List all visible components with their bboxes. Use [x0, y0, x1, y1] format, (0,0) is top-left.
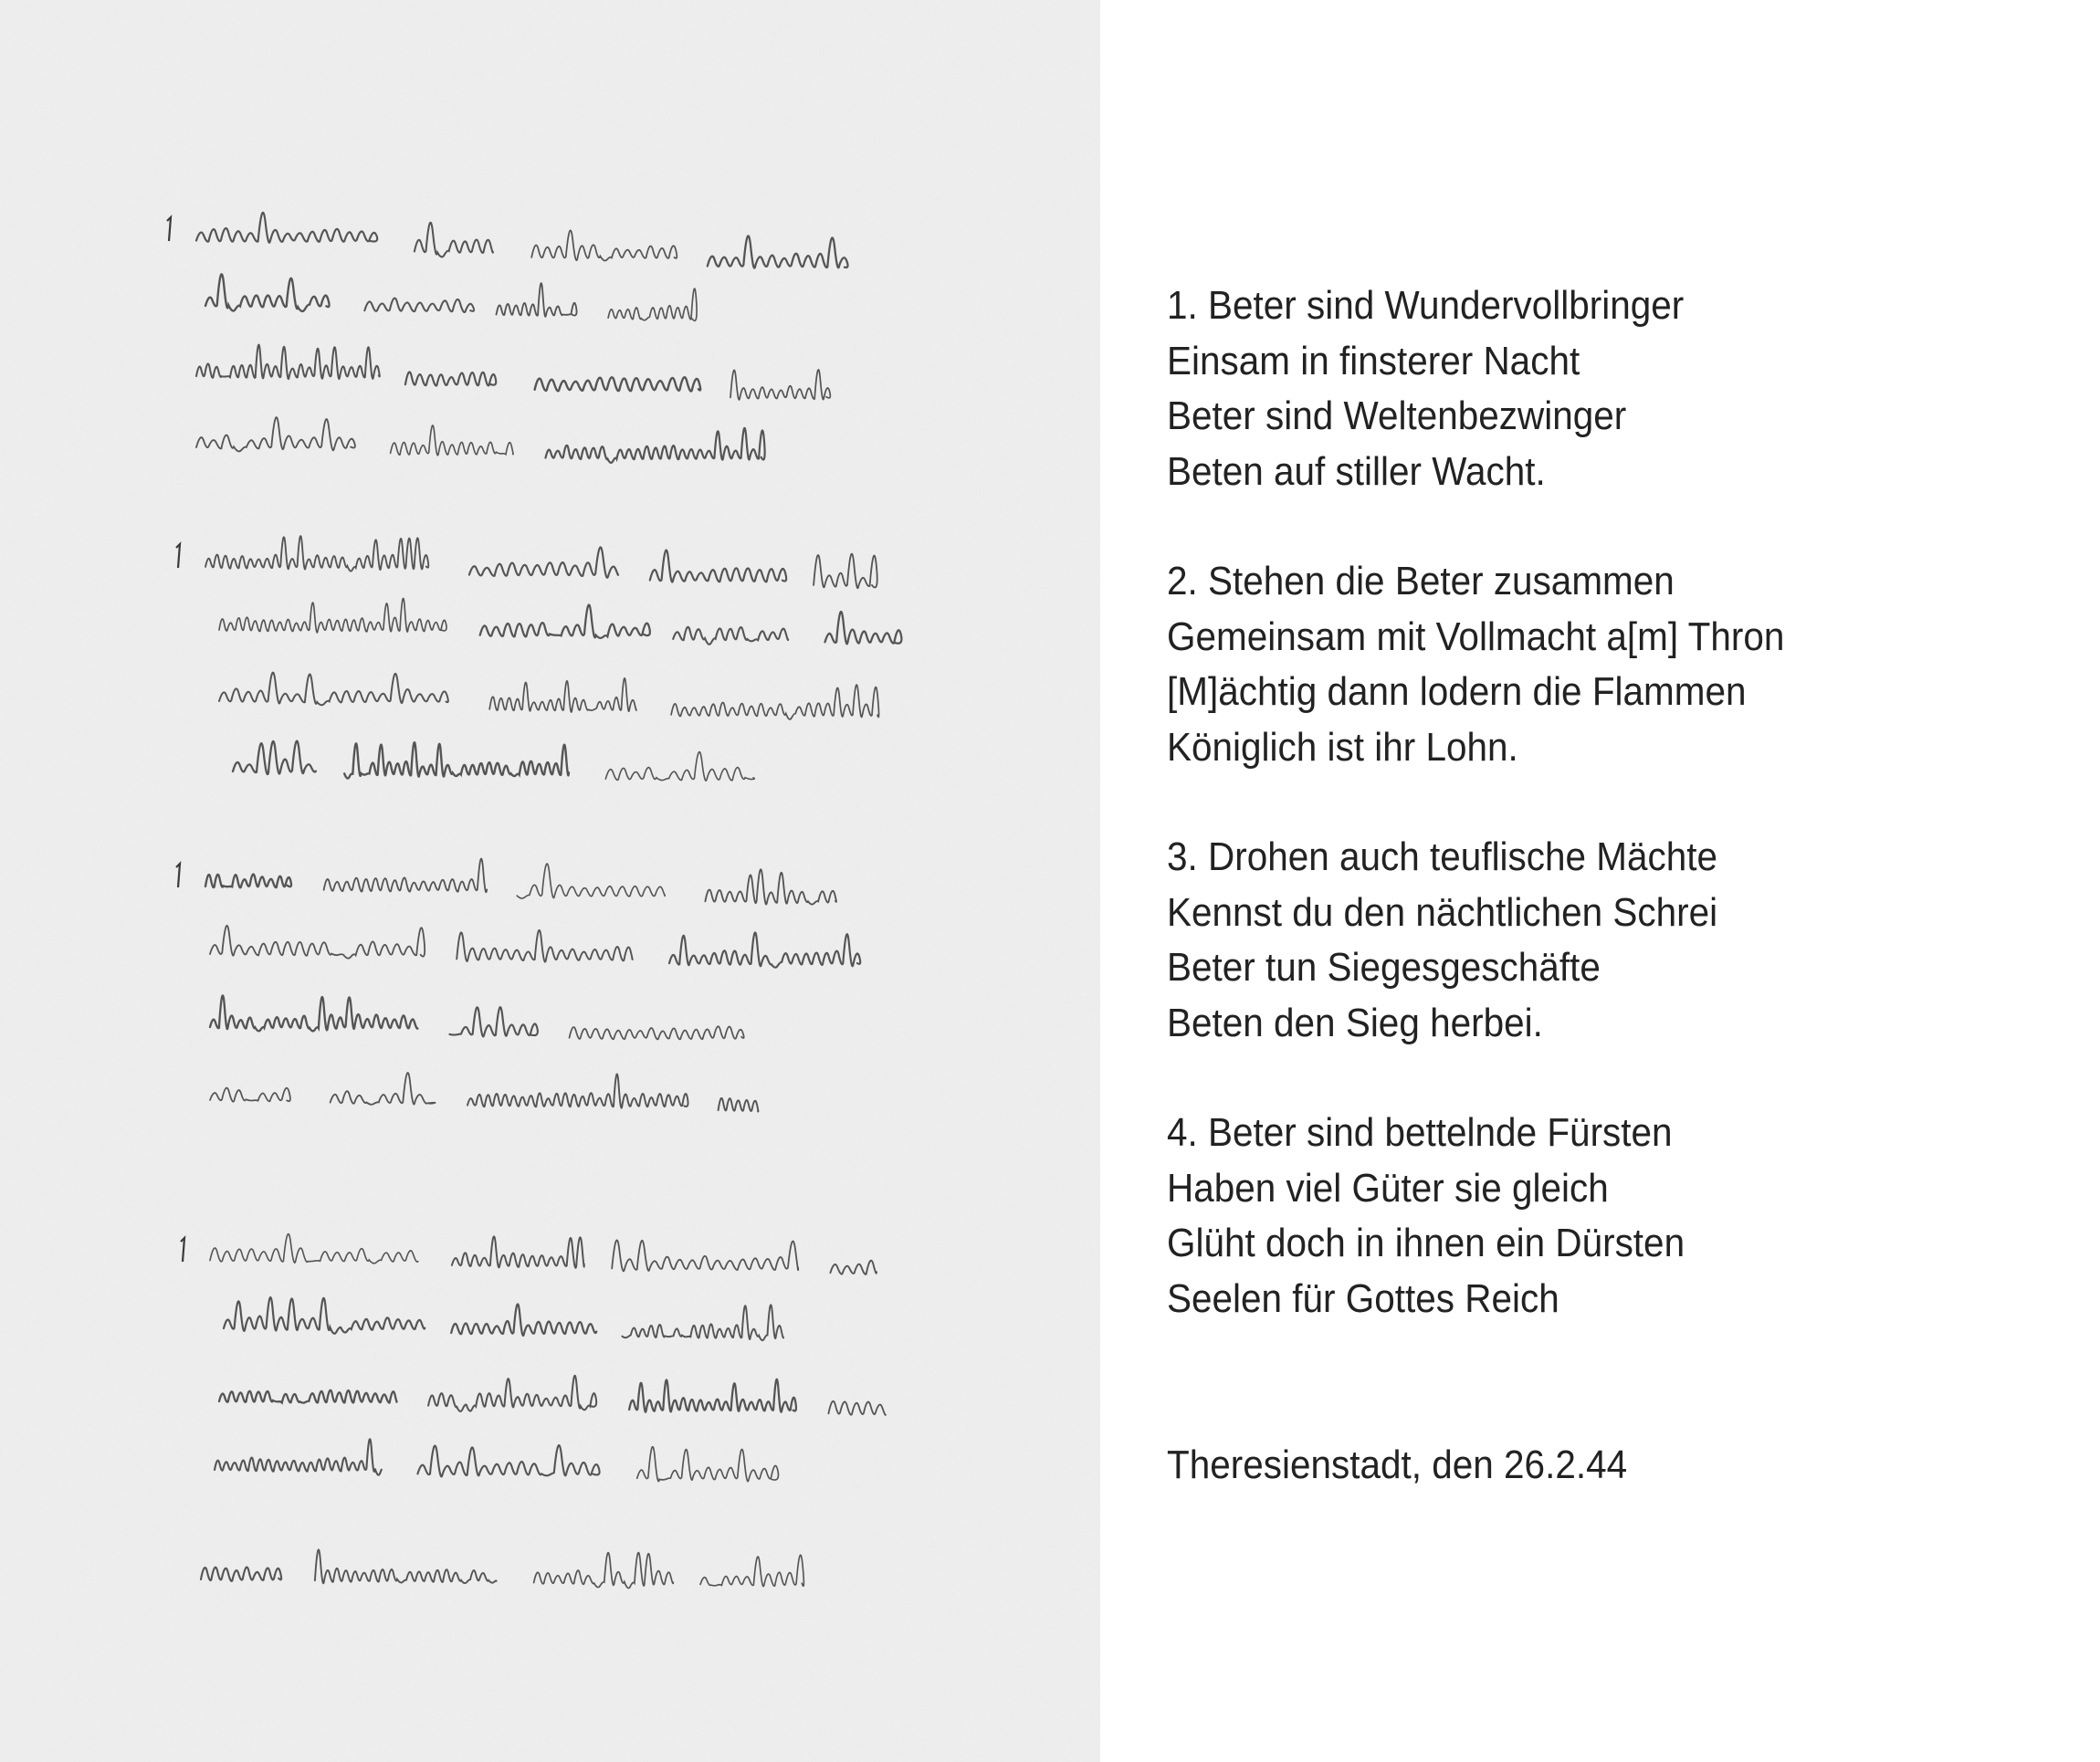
verse-line: Haben viel Güter sie gleich — [1167, 1165, 1609, 1211]
verse-line: Beter sind Weltenbezwinger — [1167, 393, 1627, 438]
verse-line: 3. Drohen auch teuflische Mächte — [1167, 834, 1718, 879]
verse-line: Beten den Sieg herbei. — [1167, 1000, 1543, 1045]
verse-line: Beter tun Siegesgeschäfte — [1167, 945, 1601, 990]
typed-transcription — [1167, 278, 1973, 1494]
verse-line: Einsam in finsterer Nacht — [1167, 338, 1580, 383]
transcript-verse-3 — [1167, 830, 1973, 1051]
verse-line: 4. Beter sind bettelnde Fürsten — [1167, 1110, 1673, 1155]
transcript-verse-4 — [1167, 1106, 1973, 1327]
verse-line: Glüht doch in ihnen ein Dürsten — [1167, 1221, 1685, 1265]
verse-line: Beten auf stiller Wacht. — [1167, 448, 1546, 494]
verse-line: Kennst du den nächtlichen Schrei — [1167, 889, 1718, 935]
verse-line: Königlich ist ihr Lohn. — [1167, 724, 1518, 770]
transcript-verse-1 — [1167, 278, 1973, 499]
transcript-verse-2 — [1167, 554, 1973, 775]
verse-line: [M]ächtig dann lodern die Flammen — [1167, 669, 1747, 714]
verse-line: 1. Beter sind Wundervollbringer — [1167, 283, 1685, 328]
verse-line: 2. Stehen die Beter zusammen — [1167, 559, 1675, 603]
place-and-date: Theresienstadt, den 26.2.44 — [1167, 1442, 1628, 1487]
verse-line: Gemeinsam mit Vollmacht a[m] Thron — [1167, 614, 1785, 659]
verse-line: Seelen für Gottes Reich — [1167, 1275, 1559, 1321]
